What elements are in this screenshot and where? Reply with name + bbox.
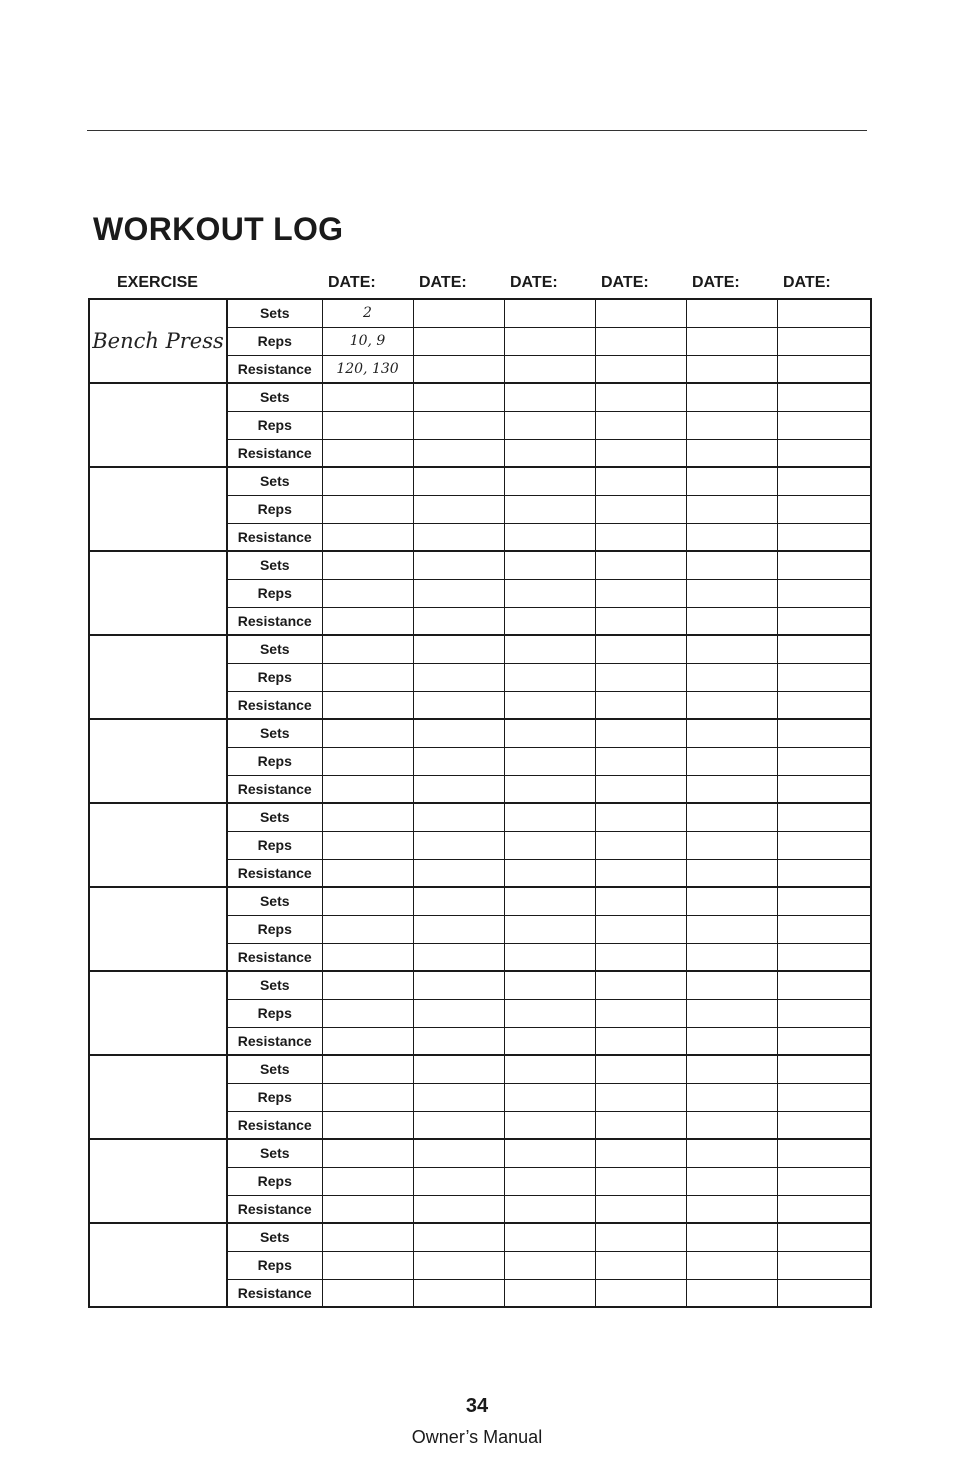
log-entry-cell[interactable] [777, 439, 871, 467]
log-entry-cell[interactable] [413, 299, 504, 327]
log-entry-cell[interactable] [504, 607, 595, 635]
exercise-name-cell[interactable] [89, 1223, 227, 1307]
log-entry-cell[interactable] [595, 607, 686, 635]
log-entry-cell[interactable] [504, 579, 595, 607]
log-entry-cell[interactable] [413, 327, 504, 355]
log-entry-cell[interactable] [413, 467, 504, 495]
log-entry-cell[interactable] [322, 579, 413, 607]
log-entry-cell[interactable] [777, 943, 871, 971]
log-entry-cell[interactable] [504, 859, 595, 887]
metric-label: Reps [227, 1167, 322, 1195]
log-entry-cell[interactable]: 2 [322, 299, 413, 327]
log-entry-cell[interactable] [595, 691, 686, 719]
log-entry-cell[interactable] [413, 551, 504, 579]
metric-label: Reps [227, 327, 322, 355]
metric-label: Sets [227, 1139, 322, 1167]
log-entry-cell[interactable] [777, 327, 871, 355]
log-entry-cell[interactable] [413, 831, 504, 859]
log-entry-cell[interactable] [504, 299, 595, 327]
metric-label: Sets [227, 551, 322, 579]
workout-log-body [89, 299, 871, 1307]
metric-label: Reps [227, 495, 322, 523]
log-entry-cell[interactable] [686, 1195, 777, 1223]
metric-label: Sets [227, 635, 322, 663]
log-entry-cell[interactable] [595, 999, 686, 1027]
log-entry-cell[interactable] [322, 1251, 413, 1279]
log-entry-cell[interactable] [504, 495, 595, 523]
log-entry-cell[interactable] [595, 971, 686, 999]
log-entry-cell[interactable] [413, 439, 504, 467]
log-entry-cell[interactable] [595, 327, 686, 355]
log-entry-cell[interactable] [413, 1083, 504, 1111]
log-entry-cell[interactable] [686, 327, 777, 355]
log-entry-cell[interactable] [413, 411, 504, 439]
log-entry-cell[interactable] [686, 355, 777, 383]
log-entry-cell[interactable] [777, 719, 871, 747]
metric-label: Resistance [227, 1279, 322, 1307]
log-entry-cell[interactable] [322, 1167, 413, 1195]
log-entry-cell[interactable] [686, 971, 777, 999]
metric-label: Reps [227, 411, 322, 439]
log-entry-cell[interactable] [504, 719, 595, 747]
log-entry-cell[interactable] [595, 411, 686, 439]
log-entry-cell[interactable] [413, 747, 504, 775]
log-row [89, 467, 871, 495]
metric-label: Resistance [227, 1111, 322, 1139]
log-entry-cell[interactable] [595, 1279, 686, 1307]
log-entry-cell[interactable] [322, 971, 413, 999]
metric-label: Sets [227, 383, 322, 411]
log-entry-cell[interactable] [413, 1055, 504, 1083]
metric-label: Resistance [227, 775, 322, 803]
log-entry-cell[interactable] [686, 1083, 777, 1111]
log-entry-cell[interactable] [504, 831, 595, 859]
log-entry-cell[interactable] [686, 1139, 777, 1167]
log-entry-cell[interactable] [595, 523, 686, 551]
log-entry-cell[interactable] [595, 831, 686, 859]
log-entry-cell[interactable] [413, 495, 504, 523]
log-entry-cell[interactable] [413, 1251, 504, 1279]
exercise-name-cell[interactable] [89, 803, 227, 887]
log-entry-cell[interactable] [322, 1223, 413, 1251]
log-entry-cell[interactable] [322, 635, 413, 663]
log-entry-cell[interactable] [504, 1139, 595, 1167]
log-entry-cell[interactable] [777, 1027, 871, 1055]
log-entry-cell[interactable] [595, 1167, 686, 1195]
log-entry-cell[interactable] [686, 579, 777, 607]
log-entry-cell[interactable] [686, 607, 777, 635]
log-entry-cell[interactable] [322, 383, 413, 411]
log-entry-cell[interactable] [504, 467, 595, 495]
log-entry-cell[interactable] [686, 691, 777, 719]
exercise-name-cell[interactable] [89, 467, 227, 551]
metric-label: Sets [227, 1055, 322, 1083]
log-row [89, 383, 871, 411]
log-entry-cell[interactable] [322, 1195, 413, 1223]
log-entry-cell[interactable] [504, 635, 595, 663]
log-entry-cell[interactable] [595, 1139, 686, 1167]
log-entry-cell[interactable] [413, 887, 504, 915]
exercise-name-cell[interactable] [89, 887, 227, 971]
log-entry-cell[interactable] [504, 943, 595, 971]
log-entry-cell[interactable] [777, 495, 871, 523]
log-entry-cell[interactable] [504, 971, 595, 999]
log-entry-cell[interactable] [777, 355, 871, 383]
log-entry-cell[interactable] [777, 299, 871, 327]
log-entry-cell[interactable] [322, 1083, 413, 1111]
log-entry-cell[interactable] [504, 383, 595, 411]
exercise-name-cell[interactable] [89, 1055, 227, 1139]
metric-label: Resistance [227, 523, 322, 551]
log-entry-cell[interactable] [322, 1279, 413, 1307]
log-entry-cell[interactable] [322, 859, 413, 887]
log-entry-cell[interactable] [686, 859, 777, 887]
log-entry-cell[interactable] [777, 523, 871, 551]
log-entry-cell[interactable] [595, 635, 686, 663]
metric-label: Sets [227, 971, 322, 999]
log-entry-cell[interactable] [504, 1167, 595, 1195]
log-entry-cell[interactable] [322, 775, 413, 803]
metric-label: Sets [227, 887, 322, 915]
log-entry-cell[interactable] [504, 747, 595, 775]
log-entry-cell[interactable] [777, 635, 871, 663]
log-entry-cell[interactable] [777, 803, 871, 831]
log-entry-cell[interactable] [777, 691, 871, 719]
log-entry-cell[interactable] [322, 467, 413, 495]
log-entry-cell[interactable] [413, 635, 504, 663]
log-entry-cell[interactable] [777, 775, 871, 803]
log-entry-cell[interactable] [413, 859, 504, 887]
metric-label: Reps [227, 663, 322, 691]
log-entry-cell[interactable] [777, 999, 871, 1027]
log-entry-cell[interactable] [322, 915, 413, 943]
metric-label: Resistance [227, 1195, 322, 1223]
log-entry-cell[interactable] [686, 551, 777, 579]
exercise-name-cell[interactable] [89, 551, 227, 635]
metric-label: Sets [227, 803, 322, 831]
log-entry-cell[interactable] [686, 1279, 777, 1307]
metric-label: Reps [227, 1083, 322, 1111]
log-entry-cell[interactable] [504, 1195, 595, 1223]
log-entry-cell[interactable] [322, 1055, 413, 1083]
log-entry-cell[interactable] [777, 1251, 871, 1279]
log-entry-cell[interactable] [595, 1027, 686, 1055]
log-row [89, 635, 871, 663]
log-entry-cell[interactable] [595, 1083, 686, 1111]
exercise-column-header: EXERCISE [117, 274, 198, 291]
log-entry-cell[interactable] [595, 719, 686, 747]
log-row [89, 299, 871, 327]
log-entry-cell[interactable] [777, 663, 871, 691]
date-column-header: DATE: [328, 274, 376, 291]
log-entry-cell[interactable] [413, 915, 504, 943]
log-entry-cell[interactable] [777, 887, 871, 915]
log-row [89, 719, 871, 747]
metric-label: Reps [227, 1251, 322, 1279]
log-row [89, 1223, 871, 1251]
metric-label: Reps [227, 915, 322, 943]
log-entry-cell[interactable] [322, 747, 413, 775]
log-entry-cell[interactable] [413, 775, 504, 803]
metric-label: Sets [227, 299, 322, 327]
log-entry-cell[interactable] [595, 383, 686, 411]
footer-text: Owner’s Manual [411, 1427, 543, 1447]
log-entry-cell[interactable] [413, 1027, 504, 1055]
log-entry-cell[interactable] [322, 1139, 413, 1167]
log-entry-cell[interactable] [595, 1055, 686, 1083]
log-entry-cell[interactable] [504, 999, 595, 1027]
log-entry-cell[interactable] [504, 1111, 595, 1139]
metric-label: Reps [227, 831, 322, 859]
log-entry-cell[interactable] [686, 803, 777, 831]
log-entry-cell[interactable] [322, 523, 413, 551]
metric-label: Resistance [227, 1027, 322, 1055]
log-entry-cell[interactable] [322, 887, 413, 915]
log-entry-cell[interactable] [686, 663, 777, 691]
log-entry-cell[interactable] [595, 579, 686, 607]
log-entry-cell[interactable] [413, 1139, 504, 1167]
log-entry-cell[interactable] [595, 887, 686, 915]
log-entry-cell[interactable] [686, 1055, 777, 1083]
log-entry-cell[interactable] [686, 467, 777, 495]
log-entry-cell[interactable] [777, 411, 871, 439]
log-entry-cell[interactable] [322, 1111, 413, 1139]
log-entry-cell[interactable] [322, 831, 413, 859]
log-entry-cell[interactable] [777, 747, 871, 775]
log-entry-cell[interactable] [504, 523, 595, 551]
log-entry-cell[interactable] [595, 299, 686, 327]
log-entry-cell[interactable] [413, 383, 504, 411]
log-entry-cell[interactable]: 120, 130 [322, 355, 413, 383]
log-entry-cell[interactable] [686, 719, 777, 747]
log-entry-cell[interactable] [777, 607, 871, 635]
exercise-name-cell[interactable] [89, 383, 227, 467]
log-entry-cell[interactable] [686, 775, 777, 803]
log-entry-cell[interactable] [777, 579, 871, 607]
log-entry-cell[interactable] [322, 663, 413, 691]
log-entry-cell[interactable] [322, 411, 413, 439]
log-entry-cell[interactable] [504, 887, 595, 915]
log-entry-cell[interactable] [322, 495, 413, 523]
log-entry-cell[interactable] [686, 915, 777, 943]
log-entry-cell[interactable] [504, 1027, 595, 1055]
log-entry-cell[interactable] [595, 775, 686, 803]
log-entry-cell[interactable] [686, 943, 777, 971]
log-entry-cell[interactable] [504, 775, 595, 803]
log-entry-cell[interactable] [686, 1027, 777, 1055]
log-entry-cell[interactable] [686, 383, 777, 411]
log-entry-cell[interactable] [595, 663, 686, 691]
log-entry-cell[interactable] [686, 495, 777, 523]
log-entry-cell[interactable] [595, 355, 686, 383]
log-entry-cell[interactable] [413, 803, 504, 831]
metric-label: Resistance [227, 691, 322, 719]
log-entry-cell[interactable] [595, 439, 686, 467]
log-entry-cell[interactable] [322, 439, 413, 467]
log-entry-cell[interactable] [777, 831, 871, 859]
log-row [89, 971, 871, 999]
log-entry-cell[interactable] [504, 1223, 595, 1251]
log-entry-cell[interactable] [595, 551, 686, 579]
log-entry-cell[interactable] [413, 663, 504, 691]
metric-label: Sets [227, 719, 322, 747]
log-row [89, 551, 871, 579]
exercise-name-cell[interactable] [89, 299, 227, 383]
log-entry-cell[interactable] [595, 1111, 686, 1139]
log-entry-cell[interactable] [686, 1111, 777, 1139]
log-entry-cell[interactable] [686, 1223, 777, 1251]
log-entry-cell[interactable] [322, 943, 413, 971]
exercise-name-cell[interactable] [89, 1139, 227, 1223]
log-entry-cell[interactable] [413, 1279, 504, 1307]
date-column-header: DATE: [692, 274, 740, 291]
log-entry-cell[interactable] [686, 747, 777, 775]
log-entry-cell[interactable] [686, 411, 777, 439]
log-row [89, 1139, 871, 1167]
log-entry-cell[interactable] [504, 411, 595, 439]
date-column-header: DATE: [419, 274, 467, 291]
log-row [89, 1055, 871, 1083]
log-entry-cell[interactable] [777, 1055, 871, 1083]
log-entry-cell[interactable] [777, 1111, 871, 1139]
log-entry-cell[interactable] [595, 467, 686, 495]
page-title: WORKOUT LOG [93, 211, 344, 247]
log-entry-cell[interactable] [686, 1251, 777, 1279]
log-entry-cell[interactable] [777, 1139, 871, 1167]
log-entry-cell[interactable] [504, 1251, 595, 1279]
log-entry-cell[interactable] [686, 439, 777, 467]
log-entry-cell[interactable] [413, 971, 504, 999]
log-entry-cell[interactable] [322, 691, 413, 719]
log-entry-cell[interactable] [686, 635, 777, 663]
log-entry-cell[interactable]: 10, 9 [322, 327, 413, 355]
log-row [89, 803, 871, 831]
log-entry-cell[interactable] [686, 887, 777, 915]
log-entry-cell[interactable] [777, 1195, 871, 1223]
log-entry-cell[interactable] [504, 691, 595, 719]
log-entry-cell[interactable] [595, 803, 686, 831]
log-entry-cell[interactable] [595, 943, 686, 971]
log-entry-cell[interactable] [322, 551, 413, 579]
log-entry-cell[interactable] [777, 971, 871, 999]
log-entry-cell[interactable] [686, 299, 777, 327]
log-entry-cell[interactable] [504, 1055, 595, 1083]
metric-label: Resistance [227, 859, 322, 887]
log-entry-cell[interactable] [686, 999, 777, 1027]
log-entry-cell[interactable] [504, 1083, 595, 1111]
metric-label: Resistance [227, 439, 322, 467]
metric-label: Reps [227, 747, 322, 775]
log-entry-cell[interactable] [322, 1027, 413, 1055]
metric-label: Resistance [227, 607, 322, 635]
log-entry-cell[interactable] [413, 1111, 504, 1139]
log-entry-cell[interactable] [504, 327, 595, 355]
exercise-name: Bench Press [92, 329, 224, 353]
log-entry-cell[interactable] [595, 1195, 686, 1223]
log-entry-cell[interactable] [413, 1195, 504, 1223]
log-entry-cell[interactable] [777, 1223, 871, 1251]
log-entry-cell[interactable] [413, 999, 504, 1027]
metric-label: Resistance [227, 355, 322, 383]
log-entry-cell[interactable] [413, 579, 504, 607]
log-entry-cell[interactable] [322, 719, 413, 747]
metric-label: Reps [227, 999, 322, 1027]
date-column-header: DATE: [510, 274, 558, 291]
log-entry-cell[interactable] [413, 691, 504, 719]
log-entry-cell[interactable] [595, 495, 686, 523]
log-entry-cell[interactable] [777, 1083, 871, 1111]
log-entry-cell[interactable] [504, 1279, 595, 1307]
log-entry-cell[interactable] [777, 1279, 871, 1307]
metric-label: Sets [227, 467, 322, 495]
log-entry-cell[interactable] [595, 1251, 686, 1279]
exercise-name-cell[interactable] [89, 635, 227, 719]
log-entry-cell[interactable] [595, 915, 686, 943]
log-entry-cell[interactable] [504, 355, 595, 383]
log-row [89, 887, 871, 915]
log-entry-cell[interactable] [413, 943, 504, 971]
log-entry-cell[interactable] [686, 831, 777, 859]
metric-label: Reps [227, 579, 322, 607]
log-entry-cell[interactable] [504, 439, 595, 467]
log-entry-cell[interactable] [322, 803, 413, 831]
page-number: 34 [465, 1395, 489, 1417]
log-entry-cell[interactable] [504, 663, 595, 691]
log-entry-cell[interactable] [686, 523, 777, 551]
date-column-header: DATE: [601, 274, 649, 291]
log-entry-cell[interactable] [595, 1223, 686, 1251]
log-entry-cell[interactable] [686, 1167, 777, 1195]
exercise-name-cell[interactable] [89, 719, 227, 803]
log-entry-cell[interactable] [504, 803, 595, 831]
log-entry-cell[interactable] [595, 859, 686, 887]
log-entry-cell[interactable] [595, 747, 686, 775]
top-divider [87, 130, 867, 131]
log-entry-cell[interactable] [777, 551, 871, 579]
metric-label: Sets [227, 1223, 322, 1251]
log-entry-cell[interactable] [777, 383, 871, 411]
log-entry-cell[interactable] [777, 859, 871, 887]
metric-label: Resistance [227, 943, 322, 971]
log-entry-cell[interactable] [413, 1223, 504, 1251]
exercise-name-cell[interactable] [89, 971, 227, 1055]
log-entry-cell[interactable] [413, 355, 504, 383]
log-entry-cell[interactable] [413, 719, 504, 747]
workout-log-table [88, 298, 872, 1308]
log-entry-cell[interactable] [322, 999, 413, 1027]
log-entry-cell[interactable] [777, 915, 871, 943]
log-entry-cell[interactable] [413, 523, 504, 551]
log-entry-cell[interactable] [777, 467, 871, 495]
log-entry-cell[interactable] [504, 915, 595, 943]
date-column-header: DATE: [783, 274, 831, 291]
log-entry-cell[interactable] [413, 607, 504, 635]
log-entry-cell[interactable] [413, 1167, 504, 1195]
log-entry-cell[interactable] [777, 1167, 871, 1195]
log-entry-cell[interactable] [322, 607, 413, 635]
log-entry-cell[interactable] [504, 551, 595, 579]
